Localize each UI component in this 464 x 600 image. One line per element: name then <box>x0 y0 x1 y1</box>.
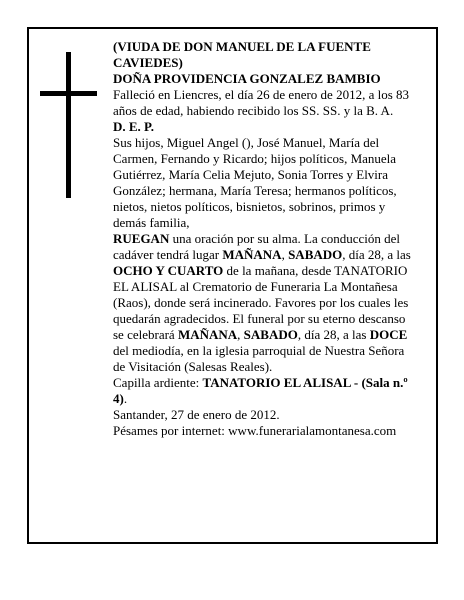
ceremony-details: RUEGAN una oración por su alma. La conducción del cadáver tendrá lugar MAÑANA, SABADO, día 28, a las OCHO Y CUARTO de la mañana, desde TANATORIO EL ALISAL al Crematorio de Funeraria La Montañesa (Raos), donde será incinerado. Favores por los cuales les quedarán agradecidos. El funeral por su eterno descanso se celebrará MAÑANA, SABADO, día 28, a las DOCE del mediodía, en la iglesia parroquial de Nuestra Señora de Visitación (Salesas Reales). <box>113 231 411 374</box>
maiden-line: (VIUDA DE DON MANUEL DE LA FUENTE CAVIEDES) <box>113 39 371 70</box>
capilla-line: Capilla ardiente: TANATORIO EL ALISAL - (Sala n.º 4). <box>113 375 408 406</box>
date-line: Santander, 27 de enero de 2012. <box>113 407 280 422</box>
obituary-text <box>113 39 418 439</box>
family-list: Sus hijos, Miguel Angel (), José Manuel, María del Carmen, Fernando y Ricardo; hijos políticos, Manuela Gutiérrez, María Celia Mejuto, Sonia Torres y Elvira González; hermana, María Teresa; hermanos políticos, nietos, nietos políticos, bisnietos, sobrinos, primos y demás familia, <box>113 135 397 230</box>
pesames-line: Pésames por internet: www.funerarialamontanesa.com <box>113 423 397 438</box>
death-details: Falleció en Liencres, el día 26 de enero de 2012, a los 83 años de edad, habiendo recibido los SS. SS. y la B. A. <box>113 87 410 118</box>
deceased-name: DOÑA PROVIDENCIA GONZALEZ BAMBIO <box>113 71 381 86</box>
dep-line: D. E. P. <box>113 119 155 134</box>
ruegan-label: RUEGAN <box>113 231 170 246</box>
